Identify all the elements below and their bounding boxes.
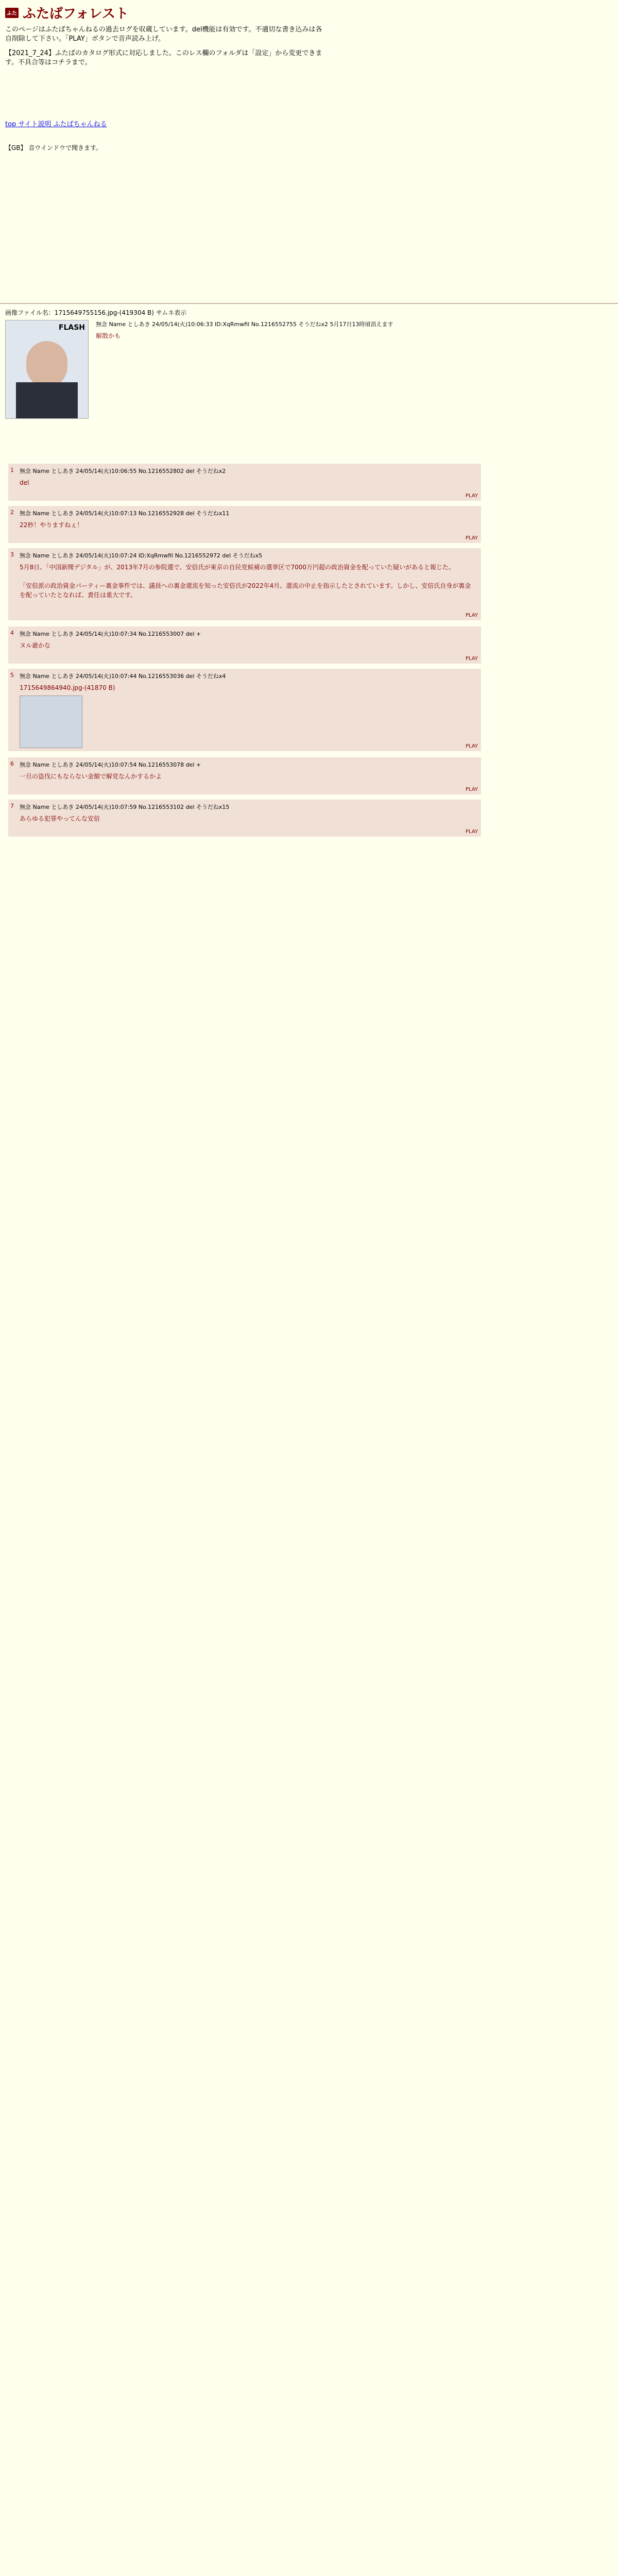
op-file-line[interactable]: 画像ファイル名：1715649755156.jpg-(419304 B) サムネ表示 [5,309,187,316]
reply-body: あらゆる犯罪やってんな安倍 [20,815,100,822]
face-shape [26,341,67,387]
reply-meta: 無念 Name としあき 24/05/14(火)10:07:54 No.1216553078 del + [20,761,201,768]
intro-text: このページはふたばちゃんねるの過去ログを収蔵しています。del機能は有効です。不適切な書き込みは各自削除して下さい。「PLAY」ボタンで音声読み上げ。 [5,26,322,43]
op-body: 解散かも [96,332,121,340]
reply-meta: 無念 Name としあき 24/05/14(火)10:06:55 No.1216552802 del そうだねx2 [20,468,226,474]
nav-link[interactable]: top サイト説明 ふたばちゃんねる [5,121,107,128]
nav-links[interactable] [5,118,107,128]
intro-text-2: 【2021_7_24】ふたばのカタログ形式に対応しました。このレス欄のフォルダは「設定」から変更できます。不具合等はコチラまで。 [5,49,322,66]
reply-post [8,626,481,664]
reply-thumbnail[interactable] [20,696,82,748]
site-logo[interactable]: ふた [5,8,19,18]
reply-body: 一旦の盗伐にもならない金額で解党なんかするかよ [20,773,162,780]
reply-number: 6 [10,760,14,767]
site-header [0,0,618,66]
play-button[interactable]: PLAY [465,613,478,618]
reply-body: 22秒！やりますねぇ！ [20,521,83,529]
reply-body: 5月8日、「中国新聞デジタル」が、2013年7月の参院選で、安倍氏が東京の自民党候補の選挙区で7000万円超の政治資金を配っていた疑いがあると報じた。 「安倍派の政治資金パーティー裏金事件では、議員への裏金還流を知った安倍氏が2022年4月、還流の中止を指示したとされています。しかし、安倍氏自身が裏金を配っていたとなれば、責任は重大です。 [20,564,471,599]
op-post [5,308,520,419]
reply-number: 4 [10,630,14,636]
play-button[interactable]: PLAY [465,656,478,662]
reply-post [8,548,481,620]
reply-post [8,800,481,837]
reply-meta: 無念 Name としあき 24/05/14(火)10:07:13 No.1216552928 del そうだねx11 [20,510,230,517]
reply-post [8,506,481,543]
reply-post [8,464,481,501]
play-button[interactable]: PLAY [465,493,478,499]
play-button[interactable]: PLAY [465,829,478,835]
reply-meta: 無念 Name としあき 24/05/14(火)10:07:24 ID:XqRmwfil No.1216552972 del そうだねx5 [20,552,263,559]
suit-shape [16,382,78,418]
notice-text: 【GB】 音ウインドウで聞きます。 [5,144,102,151]
reply-meta: 無念 Name としあき 24/05/14(火)10:07:44 No.1216553036 del そうだねx4 [20,673,226,680]
play-button[interactable]: PLAY [465,743,478,749]
op-image[interactable] [5,320,89,419]
page-title: ふたばフォレスト [23,6,129,22]
reply-meta: 無念 Name としあき 24/05/14(火)10:07:34 No.1216553007 del + [20,631,201,637]
reply-number: 3 [10,551,14,558]
reply-meta: 無念 Name としあき 24/05/14(火)10:07:59 No.1216553102 del そうだねx15 [20,804,230,810]
reply-number: 1 [10,467,14,473]
play-button[interactable]: PLAY [465,787,478,792]
reply-number: 2 [10,509,14,516]
flash-text: FLASH [58,324,85,332]
reply-body: ヌル爺かな [20,642,51,649]
reply-number: 7 [10,803,14,809]
divider [0,303,618,304]
reply-number: 5 [10,672,14,679]
reply-file[interactable]: 1715649864940.jpg-(41870 B) [20,684,115,691]
reply-post [8,757,481,794]
reply-body: del [20,479,29,486]
play-button[interactable]: PLAY [465,535,478,541]
op-meta: 無念 Name としあき 24/05/14(火)10:06:33 ID:XqRmwfil No.1216552755 そうだねx2 5月17日13時頃消えます [96,321,393,328]
site-title-row [5,3,613,22]
reply-post [8,669,481,751]
